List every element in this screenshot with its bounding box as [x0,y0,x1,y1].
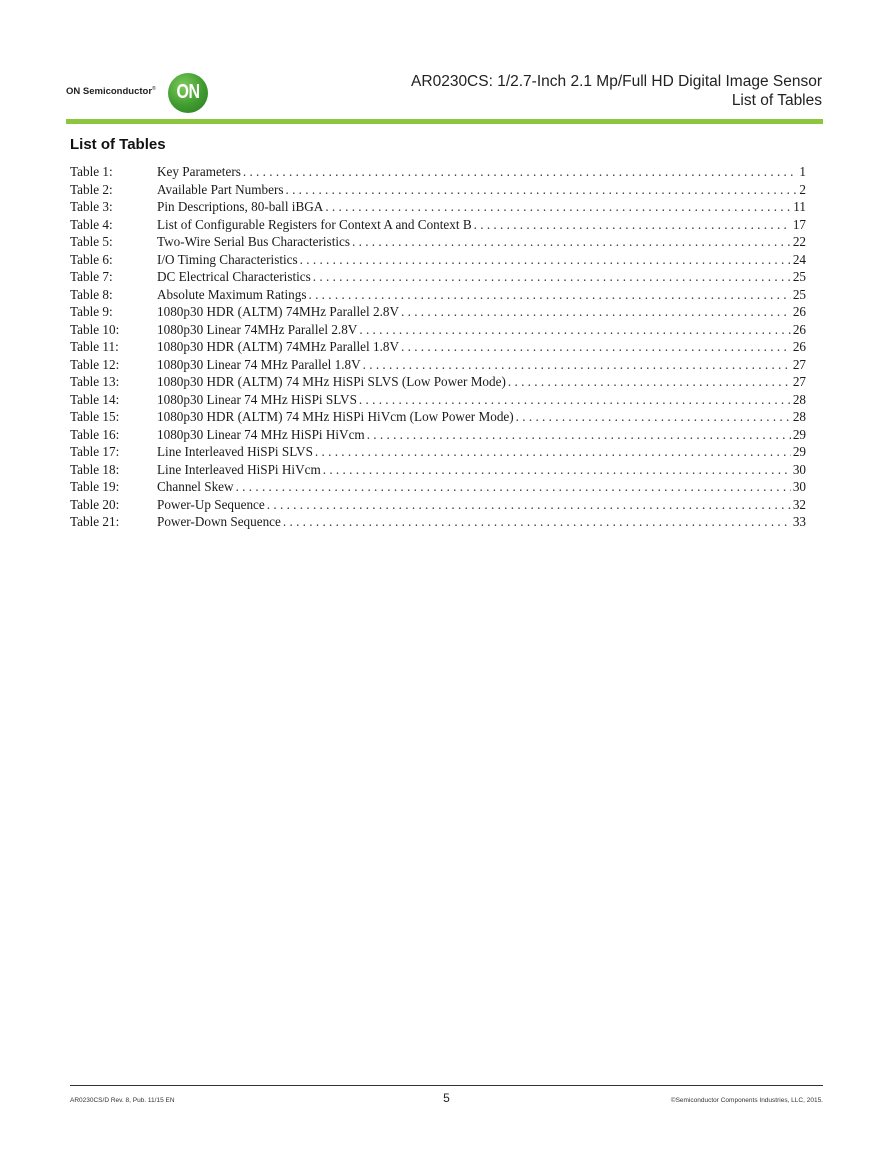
toc-entry-number: Table 7: [70,269,113,284]
toc-entry[interactable] [70,216,806,234]
toc-entry-number: Table 10: [70,321,120,337]
toc-entry-title: Key Parameters [157,164,241,179]
company-logo-text [66,86,156,97]
toc-leader-dots [308,286,790,304]
toc-entry-page: 32 [792,496,806,512]
toc-leader-dots [401,338,791,356]
toc-entry-title: Absolute Maximum Ratings [157,286,307,302]
toc-entry-number: Table 2: [70,181,113,197]
document-title [411,72,822,110]
toc-entry-number: Table 19: [70,479,120,494]
toc-leader-dots [267,496,791,514]
toc-entry-page: 29 [792,426,806,442]
registered-mark: ® [152,86,156,92]
toc-leader-dots [352,233,791,251]
toc-entry-page: 28 [792,391,806,407]
document-title-line2: List of Tables [731,92,822,109]
toc-entry-title: Line Interleaved HiSPi SLVS [157,444,313,459]
toc-leader-dots [243,163,798,181]
toc-entry-number: Table 1: [70,164,113,179]
toc-entry[interactable] [70,426,806,444]
toc-leader-dots [315,443,791,461]
toc-entry[interactable] [70,198,806,216]
toc-entry-page: 11 [793,199,806,214]
toc-leader-dots [508,373,791,391]
toc-entry-number: Table 21: [70,514,120,529]
toc-entry[interactable] [70,443,806,461]
toc-entry-page: 24 [792,251,806,267]
toc-entry-title: 1080p30 HDR (ALTM) 74 MHz HiSPi SLVS (Low Power Mode) [157,374,506,389]
toc-leader-dots [474,216,791,234]
toc-entry-title: 1080p30 Linear 74 MHz HiSPi SLVS [157,391,357,407]
toc-entry-title: 1080p30 Linear 74 MHz HiSPi HiVcm [157,426,365,442]
toc-entry-page: 26 [792,304,806,319]
toc-entry-page: 22 [792,234,806,249]
toc-entry-title: Pin Descriptions, 80-ball iBGA [157,199,324,214]
toc-entry-page: 2 [799,181,806,197]
toc-entry-title: Two-Wire Serial Bus Characteristics [157,234,351,249]
toc-entry-number: Table 20: [70,496,120,512]
toc-entry-title: Channel Skew [157,479,234,494]
toc-entry-number: Table 5: [70,234,113,249]
toc-entry-title: 1080p30 Linear 74MHz Parallel 2.8V [157,321,358,337]
toc-entry[interactable] [70,408,806,426]
toc-entry-page: 25 [792,269,806,284]
toc-entry[interactable] [70,461,806,479]
toc-entry-title: Power-Down Sequence [157,514,281,529]
toc-leader-dots [401,303,791,321]
toc-entry-title: 1080p30 HDR (ALTM) 74 MHz HiSPi HiVcm (Low Power Mode) [157,409,514,424]
toc-entry[interactable] [70,478,806,496]
toc-entry-number: Table 12: [70,356,120,372]
toc-entry[interactable] [70,286,806,304]
toc-entry-number: Table 13: [70,374,120,389]
toc-entry[interactable] [70,391,806,409]
toc-entry-title: 1080p30 HDR (ALTM) 74MHz Parallel 2.8V [157,304,399,319]
toc-entry[interactable] [70,251,806,269]
footer-doc-id: AR0230CS/D Rev. 8, Pub. 11/15 EN [70,1097,175,1104]
toc-entry[interactable] [70,268,806,286]
toc-entry-number: Table 4: [70,216,113,232]
toc-leader-dots [367,426,791,444]
header-accent-rule [66,119,823,124]
toc-entry-page: 26 [792,321,806,337]
toc-leader-dots [363,356,791,374]
toc-entry-title: I/O Timing Characteristics [157,251,298,267]
section-heading: List of Tables [70,136,166,153]
company-name: ON Semiconductor [66,86,153,98]
toc-entry-title: Available Part Numbers [157,181,284,197]
toc-leader-dots [300,251,791,269]
toc-entry-page: 29 [792,444,806,459]
toc-entry-page: 33 [792,514,806,529]
toc-entry[interactable] [70,356,806,374]
toc-leader-dots [285,181,797,199]
toc-entry-page: 25 [792,286,806,302]
toc-entry-number: Table 3: [70,199,113,214]
toc-entry-number: Table 9: [70,304,113,319]
toc-entry-number: Table 15: [70,409,120,424]
toc-entry-page: 30 [792,461,806,477]
toc-entry-title: Line Interleaved HiSPi HiVcm [157,461,321,477]
toc-entry-title: Power-Up Sequence [157,496,265,512]
toc-leader-dots [283,513,791,531]
toc-leader-dots [236,478,791,496]
toc-leader-dots [313,268,791,286]
toc-entry-title: 1080p30 HDR (ALTM) 74MHz Parallel 1.8V [157,339,399,354]
toc-entry-number: Table 17: [70,444,120,459]
toc-entry-page: 17 [792,216,806,232]
footer-copyright: ©Semiconductor Components Industries, LLC, 2015. [670,1097,823,1104]
toc-entry[interactable] [70,338,806,356]
toc-entry[interactable] [70,163,806,181]
toc-leader-dots [359,321,790,339]
footer-page-number: 5 [443,1091,450,1105]
toc-entry-number: Table 11: [70,339,119,354]
toc-entry-page: 26 [792,339,806,354]
toc-entry[interactable] [70,181,806,199]
toc-entry[interactable] [70,233,806,251]
toc-entry-page: 28 [792,409,806,424]
table-of-contents [70,163,806,531]
toc-entry-number: Table 6: [70,251,113,267]
toc-entry[interactable] [70,496,806,514]
toc-entry[interactable] [70,321,806,339]
toc-entry-title: DC Electrical Characteristics [157,269,311,284]
toc-entry-title: 1080p30 Linear 74 MHz Parallel 1.8V [157,356,361,372]
toc-entry[interactable] [70,373,806,391]
footer-rule [70,1085,823,1086]
toc-entry-number: Table 8: [70,286,113,302]
toc-entry[interactable] [70,513,806,531]
toc-entry-number: Table 18: [70,461,120,477]
toc-entry-title: List of Configurable Registers for Context A and Context B [157,216,472,232]
toc-leader-dots [359,391,791,409]
logo-letters: ON [176,81,200,103]
toc-leader-dots [323,461,791,479]
toc-entry-page: 27 [792,356,806,372]
toc-entry-number: Table 16: [70,426,120,442]
toc-leader-dots [325,198,791,216]
document-title-line1: AR0230CS: 1/2.7-Inch 2.1 Mp/Full HD Digital Image Sensor [411,73,822,90]
toc-entry[interactable] [70,303,806,321]
toc-entry-page: 1 [799,164,806,179]
on-logo-icon [168,73,208,113]
toc-entry-page: 27 [792,374,806,389]
toc-entry-number: Table 14: [70,391,120,407]
toc-leader-dots [516,408,791,426]
toc-entry-page: 30 [792,479,806,494]
